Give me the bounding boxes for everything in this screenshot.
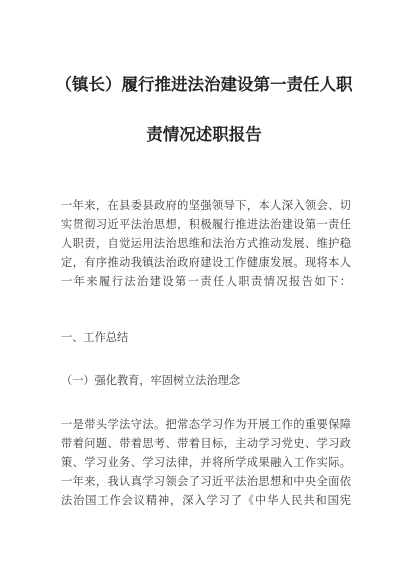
body-line-3: 策、学习业务、学习法律，并将所学成果融入工作实际。 (61, 456, 351, 469)
intro-line-4: 定，有序推动我镇法治政府建设工作健康发展。现将本人 (61, 256, 351, 269)
body-line-1: 一是带头学法守法。把常态学习作为开展工作的重要保障 (61, 418, 351, 431)
intro-line-1: 一年来，在县委县政府的坚强领导下，本人深入领会、切 (61, 199, 351, 212)
body-line-5: 法治国工作会议精神，深入学习了《中华人民共和国宪 (61, 494, 351, 507)
document-title-line-2: 责情况述职报告 (146, 125, 262, 144)
intro-line-3: 人职责，自觉运用法治思维和法治方式推动发展、维护稳 (61, 237, 351, 250)
subsection-heading: （一）强化教育，牢固树立法治理念 (61, 374, 241, 387)
section-heading: 一、工作总结 (61, 331, 129, 344)
body-line-2: 带着问题、带着思考、带着目标，主动学习党史、学习政 (61, 437, 351, 450)
document-title-line-1: （镇长）履行推进法治建设第一责任人职 (55, 75, 353, 94)
intro-line-5: 一年来履行法治建设第一责任人职责情况报告如下： (61, 275, 351, 288)
intro-line-2: 实贯彻习近平法治思想，积极履行推进法治建设第一责任 (61, 218, 351, 231)
body-line-4: 一年来，我认真学习领会了习近平法治思想和中央全面依 (61, 475, 351, 488)
